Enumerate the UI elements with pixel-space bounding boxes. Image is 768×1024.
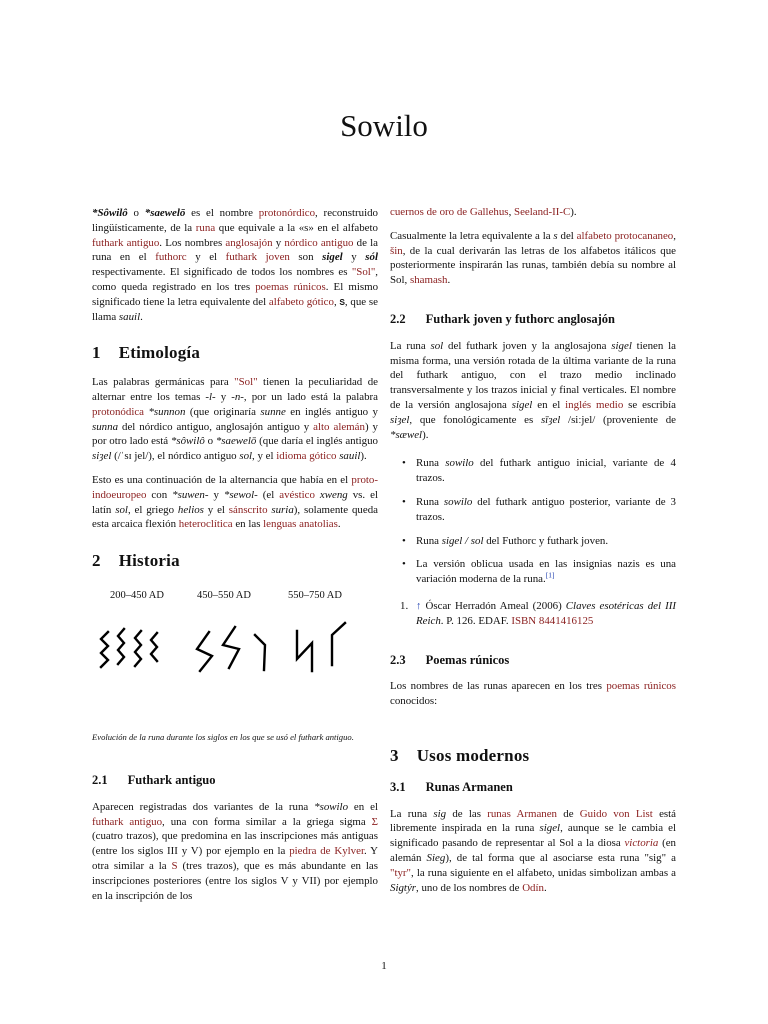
intro-paragraph: *Sôwilô o *saewelō es el nombre protonórdico, reconstruido lingüísticamente, de la runa que equivale a la «s» en el alfabeto futhark antiguo. Los nombres anglosajón y nórdico antiguo de la runa en el futhorc y el futhark joven son sigel y sól respectivamente. El significado de todos los nombres es "Sol", como queda registrado en los tres poemas rúnicos. El mismo significado tiene la letra equivalente del alfabeto gótico, 𐍃, que se llama sauil. (92, 207, 379, 323)
link-anglosajon[interactable]: anglosajón (225, 236, 273, 249)
link-runa[interactable]: runa (195, 221, 216, 234)
page-title: Sowilo (340, 108, 428, 143)
link-piedra-de-kylver[interactable]: piedra de Kylver (289, 845, 364, 858)
link-isbn[interactable]: ISBN 8441416125 (511, 614, 594, 627)
figure-label-period-1: 200–450 AD (110, 589, 164, 601)
link-protonordico[interactable]: protonórdico (258, 207, 316, 219)
section-heading-etimologia: 1 Etimología (92, 343, 201, 363)
rune-sowilo-3-stroke-a (197, 632, 212, 671)
rune-sowilo-3-stroke-c (255, 635, 265, 670)
link-ingles-medio[interactable]: inglés medio (565, 398, 624, 411)
section-heading-historia: 2 Historia (92, 551, 180, 571)
rune-evolution-drawing (92, 615, 378, 681)
link-sol[interactable]: "Sol" (234, 376, 258, 389)
left-column (92, 206, 378, 903)
rune-sowilo-4-stroke-c (135, 631, 141, 666)
link-lenguas-anatolias[interactable]: lenguas anatolias (263, 518, 338, 531)
rune-evolution-figure (92, 583, 378, 723)
link-sin[interactable]: šin (390, 244, 403, 257)
rune-sowilo-4-stroke-a (101, 632, 108, 667)
figure-caption: Evolución de la runa durante los siglos en los que se usó el futhark antiguo. (92, 731, 354, 742)
subsection-heading-poemas-runicos: 2.3 Poemas rúnicos (390, 652, 510, 667)
link-futhark-joven[interactable]: futhark joven (225, 251, 290, 264)
reference-item: 1. ↑ Óscar Herradón Ameal (2006) Claves esotéricas del III Reich. P. 126. EDAF. ISBN 8441416125 (400, 599, 676, 627)
link-futhark-antiguo[interactable]: futhark antiguo (92, 815, 163, 828)
link-futhorc[interactable]: futhorc (155, 251, 187, 264)
list-item: • Runa sowilo del futhark antiguo inicial, variante de 4 trazos. (390, 456, 676, 486)
link-nordico-antiguo[interactable]: nórdico antiguo (284, 236, 354, 249)
section-heading-usos-modernos: 3 Usos modernos (390, 745, 530, 765)
list-item: • La versión oblicua usada en las insignias nazis es una variación moderna de la runa.[1] (390, 557, 676, 587)
runas-armanen-paragraph: La runa sig de las runas Armanen de Guido von List está libremente inspirada en la runa sigel, aunque se le cambia el significado pasando de representar al Sol a la diosa victoria (en alemán Sieg), de tal forma que al asociarse esta runa "sig" a "tyr", la runa siguiente en el alfabeto, unidas simbolizan ambas a Sigtýr, uno de los nombres de Odín. (390, 807, 676, 894)
link-shamash[interactable]: shamash (409, 274, 448, 287)
link-s[interactable]: S (171, 859, 178, 872)
rune-sowilo-4-stroke-b (118, 629, 124, 664)
link-futhark-antiguo[interactable]: futhark antiguo (92, 236, 160, 249)
rune-sowilo-4-stroke-d (151, 633, 157, 661)
link-avestico[interactable]: avéstico (279, 488, 315, 501)
list-item: • Runa sowilo del futhark antiguo posterior, variante de 3 trazos. (390, 495, 676, 525)
references-list (390, 599, 676, 629)
list-item: • Runa sigel / sol del Futhorc y futhark joven. (390, 534, 676, 549)
link-proto-indoeuropeo[interactable]: proto-indoeuropeo (92, 473, 378, 501)
link-sanscrito[interactable]: sánscrito (228, 503, 268, 516)
figure-label-period-3: 550–750 AD (288, 589, 342, 601)
rune-sowilo-3-stroke-b (223, 627, 239, 668)
figure-label-period-2: 450–550 AD (197, 589, 251, 601)
subsection-heading-futhark-joven: 2.2 Futhark joven y futhorc anglosajón (390, 311, 615, 326)
etimologia-paragraph-1: Las palabras germánicas para "Sol" tienen la peculiaridad de alternar entre los temas -l- y -n-, por un lado está la palabra protonódica *sunnon (que originaría sunne en inglés antiguo y sunna del nórdico antiguo, anglosajón antiguo y alto alemán) y por otro lado está *sôwilô o *saewelō (que daría el inglés antiguo siȝel (/ˈsɪ jel/), el nórdico antiguo sol, y el idioma gótico sauil). (92, 376, 379, 463)
link-odin[interactable]: Odín (522, 881, 544, 894)
link-sol[interactable]: "Sol" (351, 266, 376, 279)
footnote-link-1[interactable]: [1] (545, 570, 555, 580)
right-column (390, 206, 676, 904)
link-alto-aleman[interactable]: alto alemán (313, 420, 365, 433)
link-victoria[interactable]: victoria (624, 837, 659, 850)
etimologia-paragraph-2: Esto es una continuación de la alternancia que había en el proto-indoeuropeo con *suwen- y *sewol- (el avéstico xweng vs. el latín sol, el griego helios y el sánscrito suria), solamente queda esta arcaica flexión heteroclítica en las lenguas anatolias. (92, 473, 378, 531)
link-runas-armanen[interactable]: runas Armanen (487, 807, 557, 820)
link-seeland[interactable]: Seeland-II-C (514, 206, 571, 218)
link-idioma-gotico[interactable]: idioma gótico (276, 450, 337, 463)
rune-sigel-a (297, 631, 312, 671)
link-poemas-runicos[interactable]: poemas rúnicos (606, 680, 676, 693)
link-tyr[interactable]: "tyr" (390, 866, 411, 879)
page-number: 1 (381, 960, 387, 972)
casualmente-paragraph: Casualmente la letra equivalente a la s del alfabeto protocananeo, šin, de la cual derivarán las letras de los alfabetos itálicos que posteriormente inspirarán las runas, también debía su nombre al Sol, shamash. (390, 229, 676, 287)
subsection-heading-runas-armanen: 3.1 Runas Armanen (390, 779, 513, 794)
rune-variants-list (390, 456, 676, 587)
link-protonodica[interactable]: protonódica (92, 405, 145, 418)
rune-sigel-b (332, 623, 345, 665)
link-alfabeto-protocananeo[interactable]: alfabeto protocananeo (576, 229, 674, 242)
link-heteroclitica[interactable]: heteroclítica (178, 518, 233, 531)
futhark-joven-paragraph: La runa sol del futhark joven y la anglosajona sigel tienen la misma forma, una versión rotada de la última variante de la runa del futhark antiguo, con el trazo medio inclinado transversalmente y los trazos inicial y final verticales. El nombre de la versión anglosajona sigel en el inglés medio se escribía siȝel, que fonológicamente es sīȝel /siːjel/ (proveniente de *sæwel). (390, 339, 676, 441)
link-alfabeto-gotico[interactable]: alfabeto gótico (268, 295, 334, 308)
futhark-antiguo-paragraph-continued: cuernos de oro de Gallehus, Seeland-II-C). (390, 206, 577, 218)
link-guido-von-list[interactable]: Guido von List (579, 807, 653, 820)
back-arrow-icon[interactable]: ↑ (416, 599, 422, 612)
link-sigma[interactable]: Σ (371, 815, 378, 828)
link-poemas-runicos[interactable]: poemas rúnicos (255, 280, 326, 293)
futhark-antiguo-paragraph: Aparecen registradas dos variantes de la runa *sowilo en el futhark antiguo, una con forma similar a la griega sigma Σ (cuatro trazos), que predomina en las inscripciones más antiguas (entre los siglos III y V) por ejemplo en la piedra de Kylver. Y otra similar a la S (tres trazos), que es más abundante en las inscripciones posteriores (entre los siglos V y VII) por ejemplo en la inscripción de los (92, 800, 378, 902)
link-cuernos-de-oro[interactable]: cuernos de oro de Gallehus (390, 206, 509, 218)
subsection-heading-futhark-antiguo: 2.1 Futhark antiguo (92, 772, 216, 787)
poemas-runicos-paragraph: Los nombres de las runas aparecen en los tres poemas rúnicos conocidos: (390, 680, 676, 708)
